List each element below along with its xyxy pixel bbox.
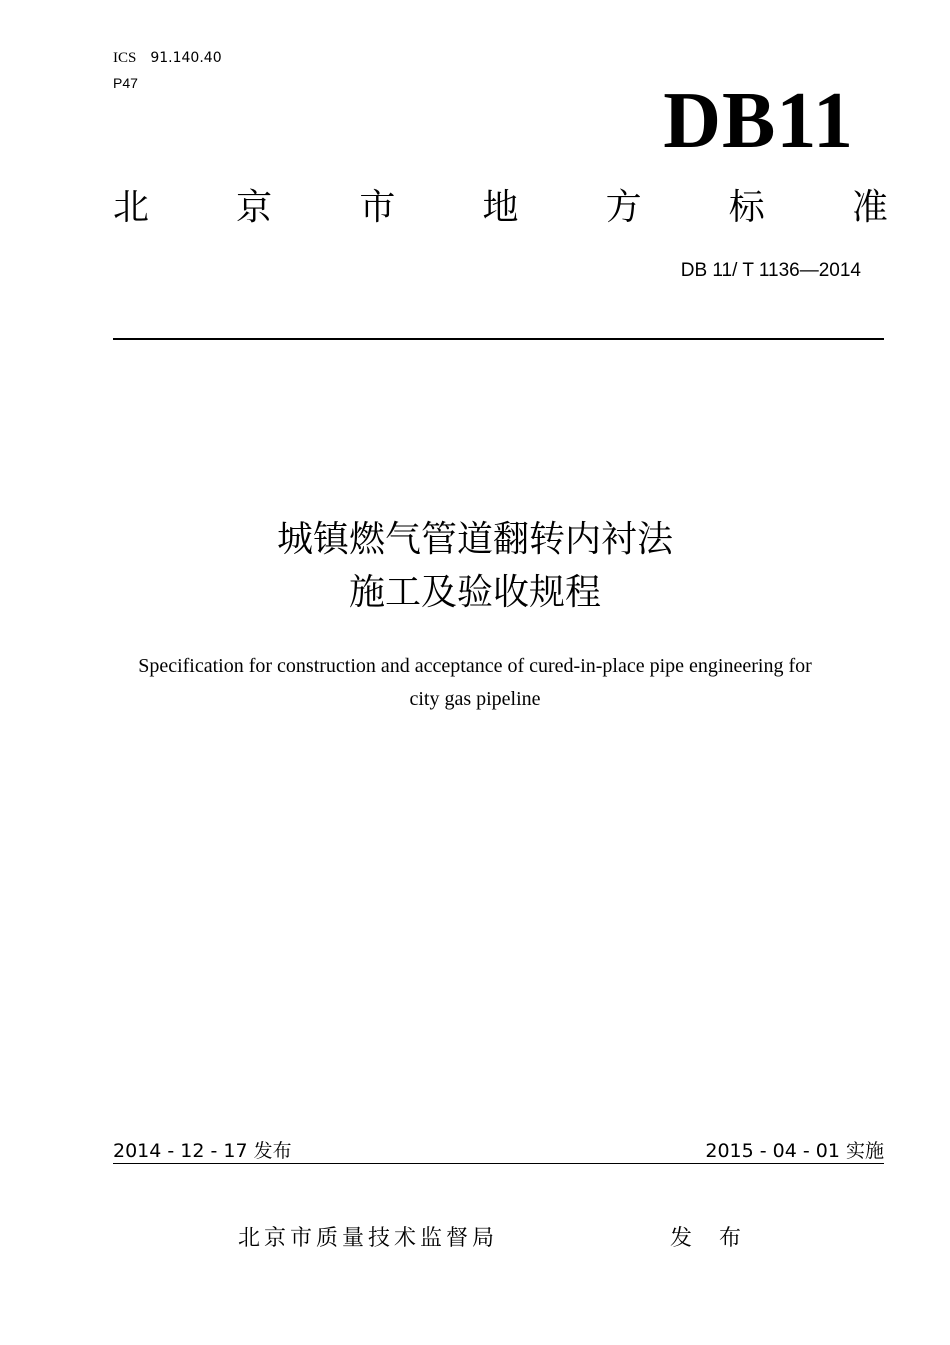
publish-label: 发 布 [670,1226,751,1251]
standard-type-char: 地 [482,187,519,228]
db11-logo: DB11 [663,77,854,165]
standard-type-char: 京 [236,187,273,228]
ics-line [113,48,222,68]
top-divider [113,338,884,340]
classification-code: P47 [113,75,138,91]
standard-type-char: 标 [728,187,765,228]
bottom-divider [113,1163,884,1164]
title-cn-line1: 城镇燃气管道翻转内衬法 [276,519,673,560]
title-en-line2: city gas pipeline [409,688,541,710]
standard-type-char: 市 [359,187,396,228]
effective-date: 2015 - 04 - 01 实施 [705,1140,884,1162]
title-en-line1: Specification for construction and acceptance of cured-in-place pipe engineering for [138,655,812,677]
issuing-authority: 北京市质量技术监督局 [238,1226,499,1251]
standard-type-char: 准 [851,187,888,228]
standard-type-char: 北 [113,187,150,228]
title-en [60,650,890,716]
standard-type [113,186,888,230]
issue-date: 2014 - 12 - 17 发布 [113,1140,292,1162]
ics-label: ICS [113,50,137,66]
ics-code: 91.140.40 [150,50,222,66]
standard-type-char: 方 [605,187,642,228]
title-cn-line2: 施工及验收规程 [348,572,601,613]
standard-number: DB 11/ T 1136—2014 [680,260,861,281]
